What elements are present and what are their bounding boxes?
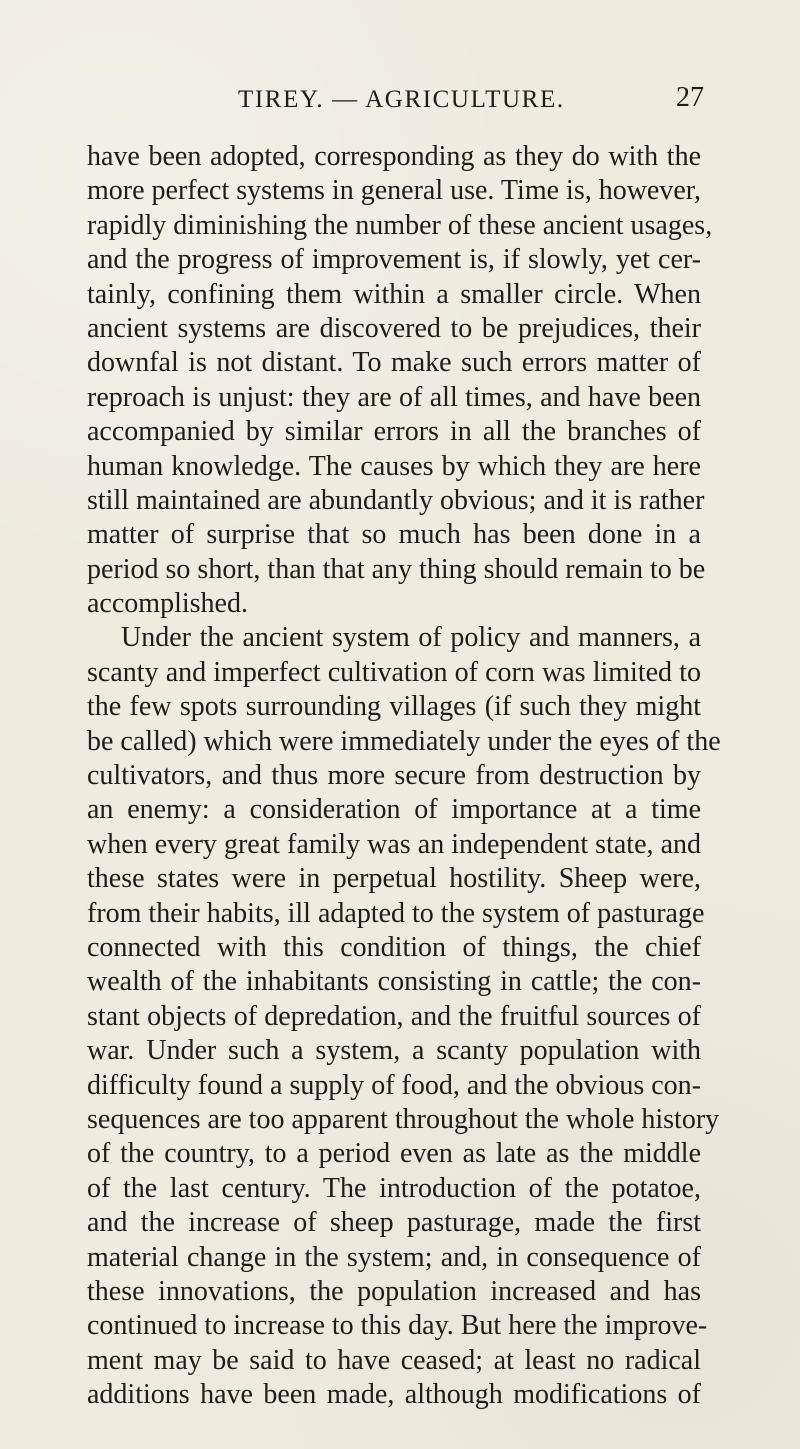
text-line: have been adopted, corresponding as they do with the (87, 141, 701, 172)
text-line: these innovations, the population increased and has (87, 1275, 701, 1307)
running-head (0, 82, 800, 134)
text-line: reproach is unjust: they are of all times, and have been (87, 381, 701, 413)
paragraph-first-line: Under the ancient system of policy and manners, a (121, 622, 701, 654)
text-line: from their habits, ill adapted to the system of pasturage (87, 897, 705, 929)
text-line: ment may be said to have ceased; at least no radical (87, 1344, 701, 1376)
text-line: and the increase of sheep pasturage, made the first (87, 1207, 701, 1239)
text-line: period so short, than that any thing should remain to be (87, 553, 706, 585)
text-line: of the last century. The introduction of the potatoe, (87, 1172, 701, 1204)
text-line: cultivators, and thus more secure from destruction by (87, 760, 701, 792)
text-line: these states were in perpetual hostility. Sheep were, (87, 863, 701, 895)
text-line: sequences are too apparent throughout the whole history (87, 1103, 720, 1135)
text-line: matter of surprise that so much has been done in a (87, 519, 701, 551)
text-line: and the progress of improvement is, if slowly, yet cer- (87, 244, 701, 276)
text-line: additions have been made, although modifications of (87, 1379, 701, 1411)
text-line: connected with this condition of things, the chief (87, 931, 701, 963)
text-line: an enemy: a consideration of importance at a time (87, 794, 701, 826)
text-line: wealth of the inhabitants consisting in cattle; the con- (87, 966, 701, 998)
text-line: material change in the system; and, in consequence of (87, 1241, 701, 1273)
text-line: scanty and imperfect cultivation of corn was limited to (87, 656, 701, 688)
text-line: of the country, to a period even as late as the middle (87, 1138, 701, 1170)
text-line: when every great family was an independent state, and (87, 828, 701, 860)
text-line: continued to increase to this day. But here the improve- (87, 1310, 708, 1342)
text-line: accomplished. (87, 588, 248, 620)
text-line: difficulty found a supply of food, and the obvious con- (87, 1069, 701, 1101)
text-line: rapidly diminishing the number of these ancient usages, (87, 209, 713, 241)
text-line: accompanied by similar errors in all the branches of (87, 416, 701, 448)
text-line: tainly, confining them within a smaller circle. When (87, 278, 701, 310)
text-line: more perfect systems in general use. Time is, however, (87, 175, 701, 207)
text-line: war. Under such a system, a scanty population with (87, 1035, 701, 1067)
text-line: still maintained are abundantly obvious; and it is rather (87, 484, 705, 516)
text-line: the few spots surrounding villages (if such they might (87, 691, 701, 723)
text-line: human knowledge. The causes by which they are here (87, 450, 701, 482)
text-line: be called) which were immediately under the eyes of the (87, 725, 721, 757)
text-line: downfal is not distant. To make such errors matter of (87, 347, 701, 379)
body-text (87, 140, 721, 1412)
running-title: TIREY. — AGRICULTURE. (238, 86, 565, 113)
text-line: ancient systems are discovered to be prejudices, their (87, 312, 701, 344)
page-number: 27 (676, 82, 704, 113)
text-line: stant objects of depredation, and the fruitful sources of (87, 1000, 701, 1032)
